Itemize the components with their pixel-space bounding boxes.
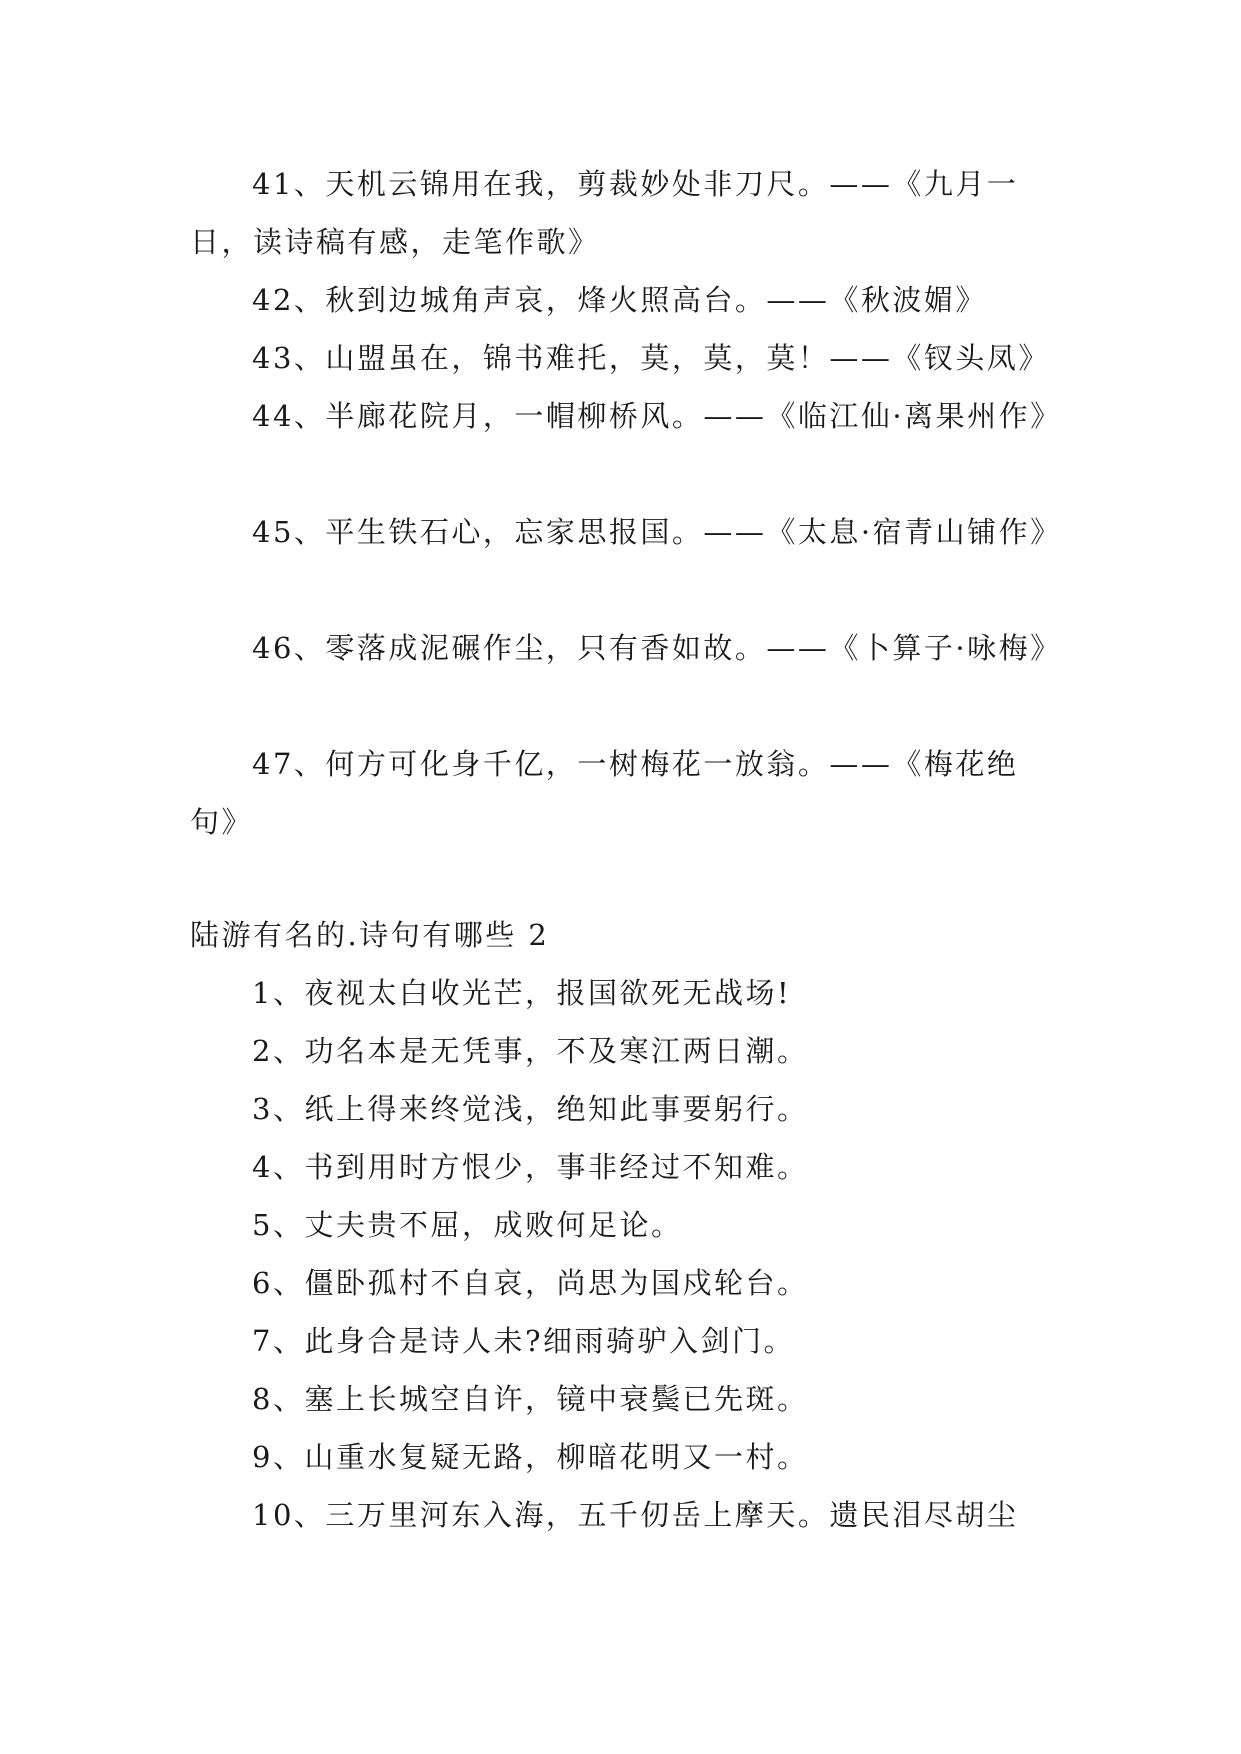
- poem-line-43: 43、山盟虽在，锦书难托，莫，莫，莫！——《钗头凤》: [252, 341, 1050, 375]
- poem-line-9: 9、山重水复疑无路，柳暗花明又一村。: [252, 1440, 809, 1474]
- poem-line-10: 10、三万里河东入海，五千仞岳上摩天。遗民泪尽胡尘: [252, 1498, 1019, 1532]
- poem-line-1: 1、夜视太白收光芒，报国欲死无战场!: [252, 976, 792, 1010]
- poem-line-42: 42、秋到边城角声哀，烽火照高台。——《秋波媚》: [252, 283, 987, 317]
- section-heading: 陆游有名的.诗句有哪些 2: [190, 918, 550, 952]
- poem-line-5: 5、丈夫贵不屈，成败何足论。: [252, 1208, 683, 1242]
- poem-line-46: 46、零落成泥碾作尘，只有香如故。——《卜算子·咏梅》: [252, 631, 1062, 665]
- poem-line-7: 7、此身合是诗人未?细雨骑驴入剑门。: [252, 1324, 795, 1358]
- poem-line-44: 44、半廊花院月，一帽柳桥风。——《临江仙·离果州作》: [252, 399, 1062, 433]
- poem-line-6: 6、僵卧孤村不自哀，尚思为国戍轮台。: [252, 1266, 809, 1300]
- poem-line-47: 47、何方可化身千亿，一树梅花一放翁。——《梅花绝句》: [190, 747, 1019, 839]
- poem-line-3: 3、纸上得来终觉浅，绝知此事要躬行。: [252, 1092, 809, 1126]
- poem-line-8: 8、塞上长城空自许，镜中衰鬓已先斑。: [252, 1382, 809, 1416]
- poem-line-2: 2、功名本是无凭事，不及寒江两日潮。: [252, 1034, 809, 1068]
- poem-line-45: 45、平生铁石心，忘家思报国。——《太息·宿青山铺作》: [252, 515, 1062, 549]
- poem-line-4: 4、书到用时方恨少，事非经过不知难。: [252, 1150, 809, 1184]
- poem-line-41: 41、天机云锦用在我，剪裁妙处非刀尺。——《九月一日，读诗稿有感，走笔作歌》: [190, 167, 1019, 259]
